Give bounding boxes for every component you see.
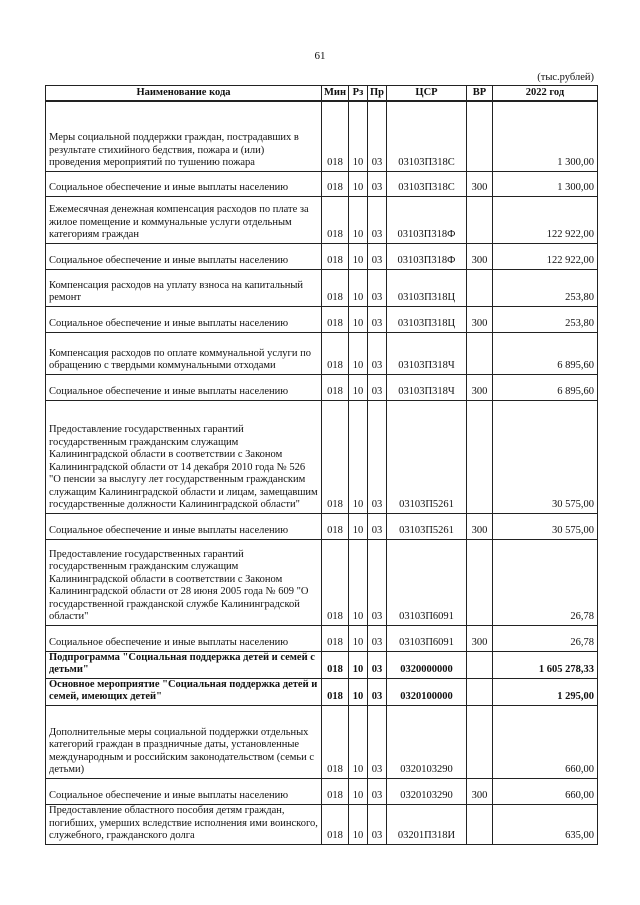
table-row (46, 400, 598, 513)
row-pr: 03 (368, 651, 387, 678)
row-amount: 30 575,00 (493, 400, 598, 513)
row-rz: 10 (349, 243, 368, 269)
row-vr: 300 (467, 625, 493, 651)
table-row (46, 804, 598, 844)
row-vr: 300 (467, 374, 493, 400)
row-pr: 03 (368, 539, 387, 625)
header-pr: Пр (368, 86, 387, 102)
header-vr: ВР (467, 86, 493, 102)
row-name: Социальное обеспечение и иные выплаты населению (46, 374, 322, 400)
row-name: Социальное обеспечение и иные выплаты населению (46, 306, 322, 332)
header-min: Мин (322, 86, 349, 102)
row-vr (467, 269, 493, 306)
row-rz: 10 (349, 705, 368, 778)
row-csr: 03103П318Ч (387, 332, 467, 374)
header-year: 2022 год (493, 86, 598, 102)
row-vr (467, 400, 493, 513)
row-csr: 03103П318Ц (387, 269, 467, 306)
budget-table (45, 85, 598, 845)
row-vr (467, 196, 493, 243)
row-pr: 03 (368, 804, 387, 844)
row-amount: 6 895,60 (493, 374, 598, 400)
row-rz: 10 (349, 306, 368, 332)
row-min: 018 (322, 374, 349, 400)
row-csr: 03103П5261 (387, 400, 467, 513)
row-rz: 10 (349, 625, 368, 651)
row-name: Дополнительные меры социальной поддержки отдельных категорий граждан в праздничные даты, установленные международным и российским законодательством (семьи с детьми) (46, 705, 322, 778)
header-csr: ЦСР (387, 86, 467, 102)
table-row (46, 171, 598, 196)
table-row (46, 243, 598, 269)
row-name: Социальное обеспечение и иные выплаты населению (46, 243, 322, 269)
row-min: 018 (322, 651, 349, 678)
row-amount: 30 575,00 (493, 513, 598, 539)
table-row (46, 101, 598, 171)
row-amount: 122 922,00 (493, 196, 598, 243)
table-header-row (46, 86, 598, 102)
page-number: 61 (314, 50, 326, 62)
row-rz: 10 (349, 374, 368, 400)
row-vr: 300 (467, 306, 493, 332)
table-row (46, 269, 598, 306)
row-rz: 10 (349, 171, 368, 196)
table-row (46, 539, 598, 625)
row-name: Социальное обеспечение и иные выплаты населению (46, 171, 322, 196)
row-min: 018 (322, 196, 349, 243)
row-pr: 03 (368, 269, 387, 306)
row-rz: 10 (349, 196, 368, 243)
row-vr (467, 332, 493, 374)
row-vr: 300 (467, 171, 493, 196)
table-row (46, 513, 598, 539)
row-min: 018 (322, 804, 349, 844)
row-name: Меры социальной поддержки граждан, пострадавших в результате стихийного бедствия, пожара и (или) проведения мероприятий по тушению пожара (46, 101, 322, 171)
row-min: 018 (322, 778, 349, 804)
row-min: 018 (322, 332, 349, 374)
row-pr: 03 (368, 374, 387, 400)
row-amount: 1 300,00 (493, 171, 598, 196)
table-row (46, 374, 598, 400)
row-pr: 03 (368, 332, 387, 374)
row-name: Социальное обеспечение и иные выплаты населению (46, 625, 322, 651)
row-name: Предоставление государственных гарантий государственным гражданским служащим Калининградской области в соответствии с Законом Калининградской области от 14 декабря 2010 года № 526 "О пенсии за выслугу лет государственным гражданским служащим Калининградской области и лицам, замещавшим государственные должности Калининградской области" (46, 400, 322, 513)
row-csr: 0320100000 (387, 678, 467, 705)
row-amount: 1 295,00 (493, 678, 598, 705)
header-rz: Рз (349, 86, 368, 102)
row-rz: 10 (349, 778, 368, 804)
row-amount: 26,78 (493, 539, 598, 625)
row-amount: 26,78 (493, 625, 598, 651)
row-pr: 03 (368, 625, 387, 651)
table-row (46, 196, 598, 243)
row-pr: 03 (368, 243, 387, 269)
row-pr: 03 (368, 705, 387, 778)
row-amount: 6 895,60 (493, 332, 598, 374)
row-min: 018 (322, 513, 349, 539)
row-rz: 10 (349, 332, 368, 374)
table-row (46, 332, 598, 374)
row-name: Компенсация расходов по оплате коммунальной услуги по обращению с твердыми коммунальными отходами (46, 332, 322, 374)
row-vr: 300 (467, 778, 493, 804)
row-csr: 03103П318С (387, 101, 467, 171)
row-amount: 660,00 (493, 705, 598, 778)
row-csr: 0320103290 (387, 778, 467, 804)
row-pr: 03 (368, 778, 387, 804)
table-row (46, 306, 598, 332)
table-row (46, 778, 598, 804)
row-csr: 03103П5261 (387, 513, 467, 539)
row-name: Основное мероприятие "Социальная поддержка детей и семей, имеющих детей" (46, 678, 322, 705)
row-rz: 10 (349, 651, 368, 678)
row-csr: 0320103290 (387, 705, 467, 778)
row-pr: 03 (368, 171, 387, 196)
row-csr: 03103П318Ф (387, 243, 467, 269)
row-vr (467, 705, 493, 778)
row-name: Ежемесячная денежная компенсация расходов по плате за жилое помещение и коммунальные услуги отдельным категориям граждан (46, 196, 322, 243)
row-rz: 10 (349, 101, 368, 171)
table-row (46, 705, 598, 778)
row-vr: 300 (467, 513, 493, 539)
row-rz: 10 (349, 678, 368, 705)
row-rz: 10 (349, 539, 368, 625)
row-min: 018 (322, 171, 349, 196)
row-pr: 03 (368, 101, 387, 171)
table-row (46, 651, 598, 678)
row-min: 018 (322, 101, 349, 171)
row-amount: 660,00 (493, 778, 598, 804)
row-amount: 253,80 (493, 269, 598, 306)
row-min: 018 (322, 705, 349, 778)
row-min: 018 (322, 306, 349, 332)
row-pr: 03 (368, 306, 387, 332)
units-label: (тыс.рублей) (537, 72, 594, 83)
row-name: Социальное обеспечение и иные выплаты населению (46, 778, 322, 804)
row-csr: 03103П318Ф (387, 196, 467, 243)
row-name: Компенсация расходов на уплату взноса на капитальный ремонт (46, 269, 322, 306)
row-pr: 03 (368, 196, 387, 243)
row-name: Подпрограмма "Социальная поддержка детей и семей с детьми" (46, 651, 322, 678)
row-amount: 253,80 (493, 306, 598, 332)
row-min: 018 (322, 269, 349, 306)
row-csr: 03103П318С (387, 171, 467, 196)
row-vr (467, 678, 493, 705)
row-min: 018 (322, 678, 349, 705)
table-row (46, 678, 598, 705)
row-vr (467, 804, 493, 844)
row-rz: 10 (349, 513, 368, 539)
row-amount: 1 300,00 (493, 101, 598, 171)
row-csr: 03103П6091 (387, 539, 467, 625)
row-amount: 1 605 278,33 (493, 651, 598, 678)
row-amount: 635,00 (493, 804, 598, 844)
row-name: Предоставление областного пособия детям граждан, погибших, умерших вследствие исполнения ими воинского, служебного, гражданского долга (46, 804, 322, 844)
row-vr: 300 (467, 243, 493, 269)
row-vr (467, 651, 493, 678)
row-min: 018 (322, 243, 349, 269)
row-rz: 10 (349, 804, 368, 844)
row-pr: 03 (368, 678, 387, 705)
row-csr: 03103П318Ч (387, 374, 467, 400)
row-vr (467, 101, 493, 171)
row-csr: 0320000000 (387, 651, 467, 678)
row-rz: 10 (349, 269, 368, 306)
row-name: Социальное обеспечение и иные выплаты населению (46, 513, 322, 539)
row-csr: 03201П318И (387, 804, 467, 844)
row-min: 018 (322, 625, 349, 651)
row-pr: 03 (368, 400, 387, 513)
row-min: 018 (322, 400, 349, 513)
row-amount: 122 922,00 (493, 243, 598, 269)
row-min: 018 (322, 539, 349, 625)
row-vr (467, 539, 493, 625)
row-csr: 03103П6091 (387, 625, 467, 651)
row-rz: 10 (349, 400, 368, 513)
row-csr: 03103П318Ц (387, 306, 467, 332)
header-name: Наименование кода (46, 86, 322, 102)
row-name: Предоставление государственных гарантий государственным гражданским служащим Калининградской области в соответствии с Законом Калининградской области от 28 июня 2005 года № 609 "О государственной гражданской службе Калининградской области" (46, 539, 322, 625)
table-row (46, 625, 598, 651)
row-pr: 03 (368, 513, 387, 539)
